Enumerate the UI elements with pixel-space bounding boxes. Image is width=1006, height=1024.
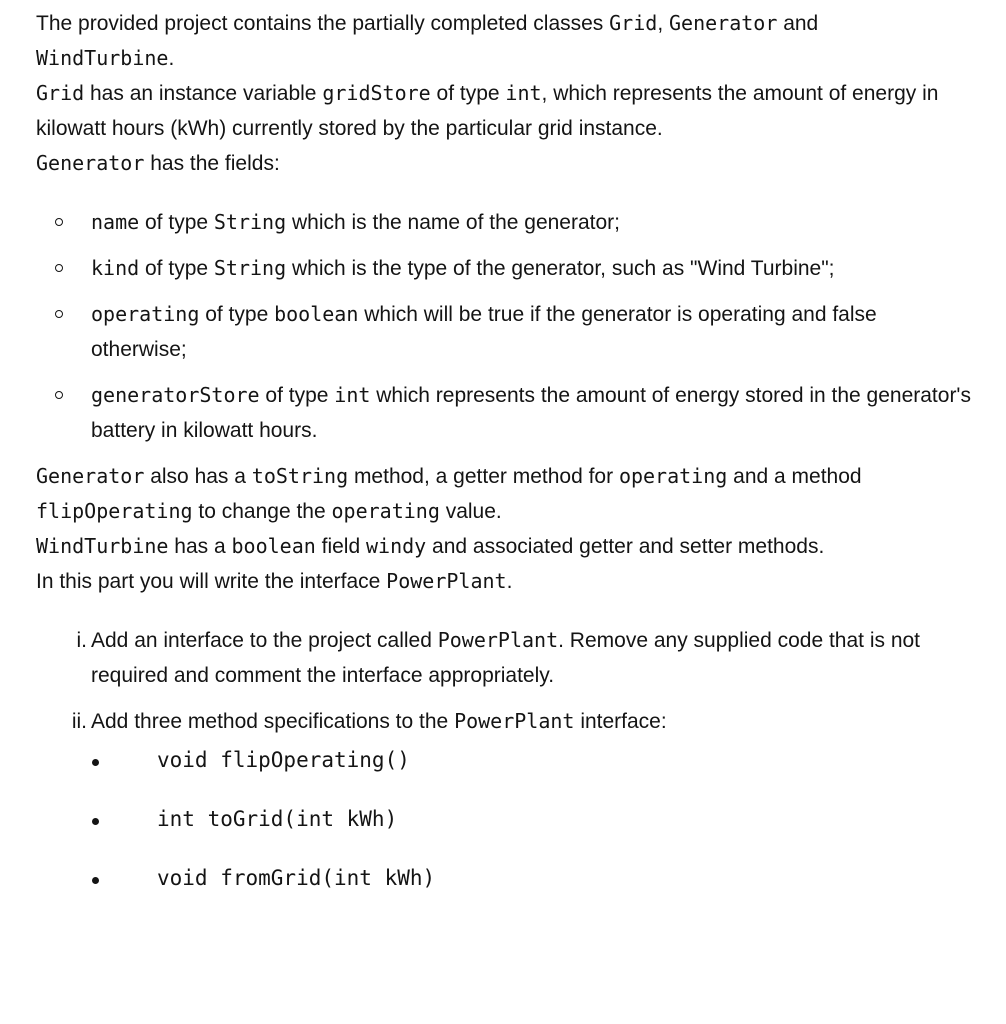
class-name-grid: Grid — [609, 11, 658, 35]
method-spec-list — [91, 743, 976, 920]
powerplant-code: PowerPlant — [386, 569, 507, 593]
part-intro-text-2: . — [506, 570, 513, 593]
field-text: of type — [139, 257, 214, 280]
windturbine-text-1: has a — [168, 535, 232, 558]
field-description: which will be true if the generator is operating and false otherwise; — [91, 303, 877, 361]
field-type-code: int — [334, 383, 371, 407]
methods-text-5: value. — [439, 500, 502, 523]
generator-methods-paragraph — [36, 459, 976, 529]
generator-class-code: Generator — [36, 151, 145, 175]
grid-text-3: , which represents the amount of energy in kilowatt hours (kWh) currently stored by the particular grid instance. — [36, 82, 939, 140]
field-type-code: String — [213, 210, 287, 234]
grid-text-2: of type — [430, 82, 506, 105]
field-description: which represents the amount of energy stored in the generator's battery in kilowatt hours. — [91, 384, 971, 442]
methods-text-1: also has a — [144, 465, 252, 488]
field-description: which is the type of the generator, such as "Wind Turbine"; — [286, 257, 835, 280]
operating-code: operating — [331, 499, 440, 523]
windturbine-class-code: WindTurbine — [36, 534, 169, 558]
field-list-item — [36, 378, 976, 448]
intro-text-3: and — [777, 12, 819, 35]
generator-fields-text: has the fields: — [144, 152, 280, 175]
part-intro-paragraph — [36, 564, 976, 599]
generator-class-code: Generator — [36, 464, 145, 488]
disc-bullet-icon — [92, 759, 99, 766]
int-type-code: int — [505, 81, 542, 105]
intro-text-4: . — [168, 47, 175, 70]
task-item — [36, 623, 976, 693]
powerplant-code: PowerPlant — [437, 628, 559, 652]
task-number: i. — [76, 629, 87, 652]
disc-bullet-icon — [92, 877, 99, 884]
field-name-code: kind — [91, 256, 140, 280]
methods-text-2: method, a getter method for — [348, 465, 619, 488]
gridstore-code: gridStore — [322, 81, 431, 105]
part-intro-text-1: In this part you will write the interface — [36, 570, 387, 593]
field-text: of type — [199, 303, 275, 326]
field-list-item — [36, 297, 976, 367]
method-spec-item — [91, 743, 976, 802]
circle-bullet-icon — [55, 310, 63, 318]
method-spec-item — [91, 861, 976, 920]
grid-paragraph — [36, 76, 976, 146]
class-name-generator: Generator — [668, 11, 778, 35]
disc-bullet-icon — [92, 818, 99, 825]
circle-bullet-icon — [55, 391, 63, 399]
method-signature: void flipOperating() — [157, 748, 410, 772]
field-name-code: operating — [91, 302, 200, 326]
tostring-code: toString — [251, 464, 349, 488]
intro-text-1: The provided project contains the partially completed classes — [36, 12, 610, 35]
grid-text-1: has an instance variable — [84, 82, 323, 105]
grid-class-code: Grid — [36, 81, 85, 105]
operating-code: operating — [618, 464, 728, 488]
methods-text-3: and a method — [727, 465, 862, 488]
intro-text-2: , — [657, 12, 669, 35]
method-signature: void fromGrid(int kWh) — [157, 866, 436, 890]
field-list-item — [36, 205, 976, 240]
circle-bullet-icon — [55, 264, 63, 272]
task-number: ii. — [71, 710, 87, 733]
task-text-1: Add an interface to the project called — [91, 629, 438, 652]
task-text-2: . Remove any supplied code that is not required and comment the interface appropriately. — [91, 629, 921, 687]
field-name-code: name — [91, 210, 140, 234]
windturbine-text-3: and associated getter and setter methods. — [426, 535, 825, 558]
powerplant-code: PowerPlant — [454, 709, 575, 733]
circle-bullet-icon — [55, 218, 63, 226]
boolean-type-code: boolean — [231, 534, 316, 558]
field-type-code: String — [213, 256, 287, 280]
windy-field-code: windy — [366, 534, 427, 558]
field-list-item — [36, 251, 976, 286]
field-name-code: generatorStore — [91, 383, 260, 407]
task-text-2: interface: — [574, 710, 667, 733]
document — [36, 6, 976, 920]
flipoperating-code: flipOperating — [36, 499, 193, 523]
windturbine-paragraph — [36, 529, 976, 564]
method-signature: int toGrid(int kWh) — [157, 807, 398, 831]
task-text-1: Add three method specifications to the — [91, 710, 455, 733]
windturbine-text-2: field — [315, 535, 366, 558]
generator-fields-heading — [36, 146, 976, 181]
generator-fields-list — [36, 205, 976, 448]
field-text: of type — [139, 211, 214, 234]
method-spec-item — [91, 802, 976, 861]
task-item — [36, 704, 976, 920]
field-text: of type — [259, 384, 335, 407]
field-type-code: boolean — [274, 302, 359, 326]
task-list — [36, 623, 976, 920]
field-description: which is the name of the generator; — [286, 211, 620, 234]
methods-text-4: to change the — [192, 500, 332, 523]
class-name-windturbine: WindTurbine — [36, 46, 169, 70]
intro-paragraph — [36, 6, 976, 76]
